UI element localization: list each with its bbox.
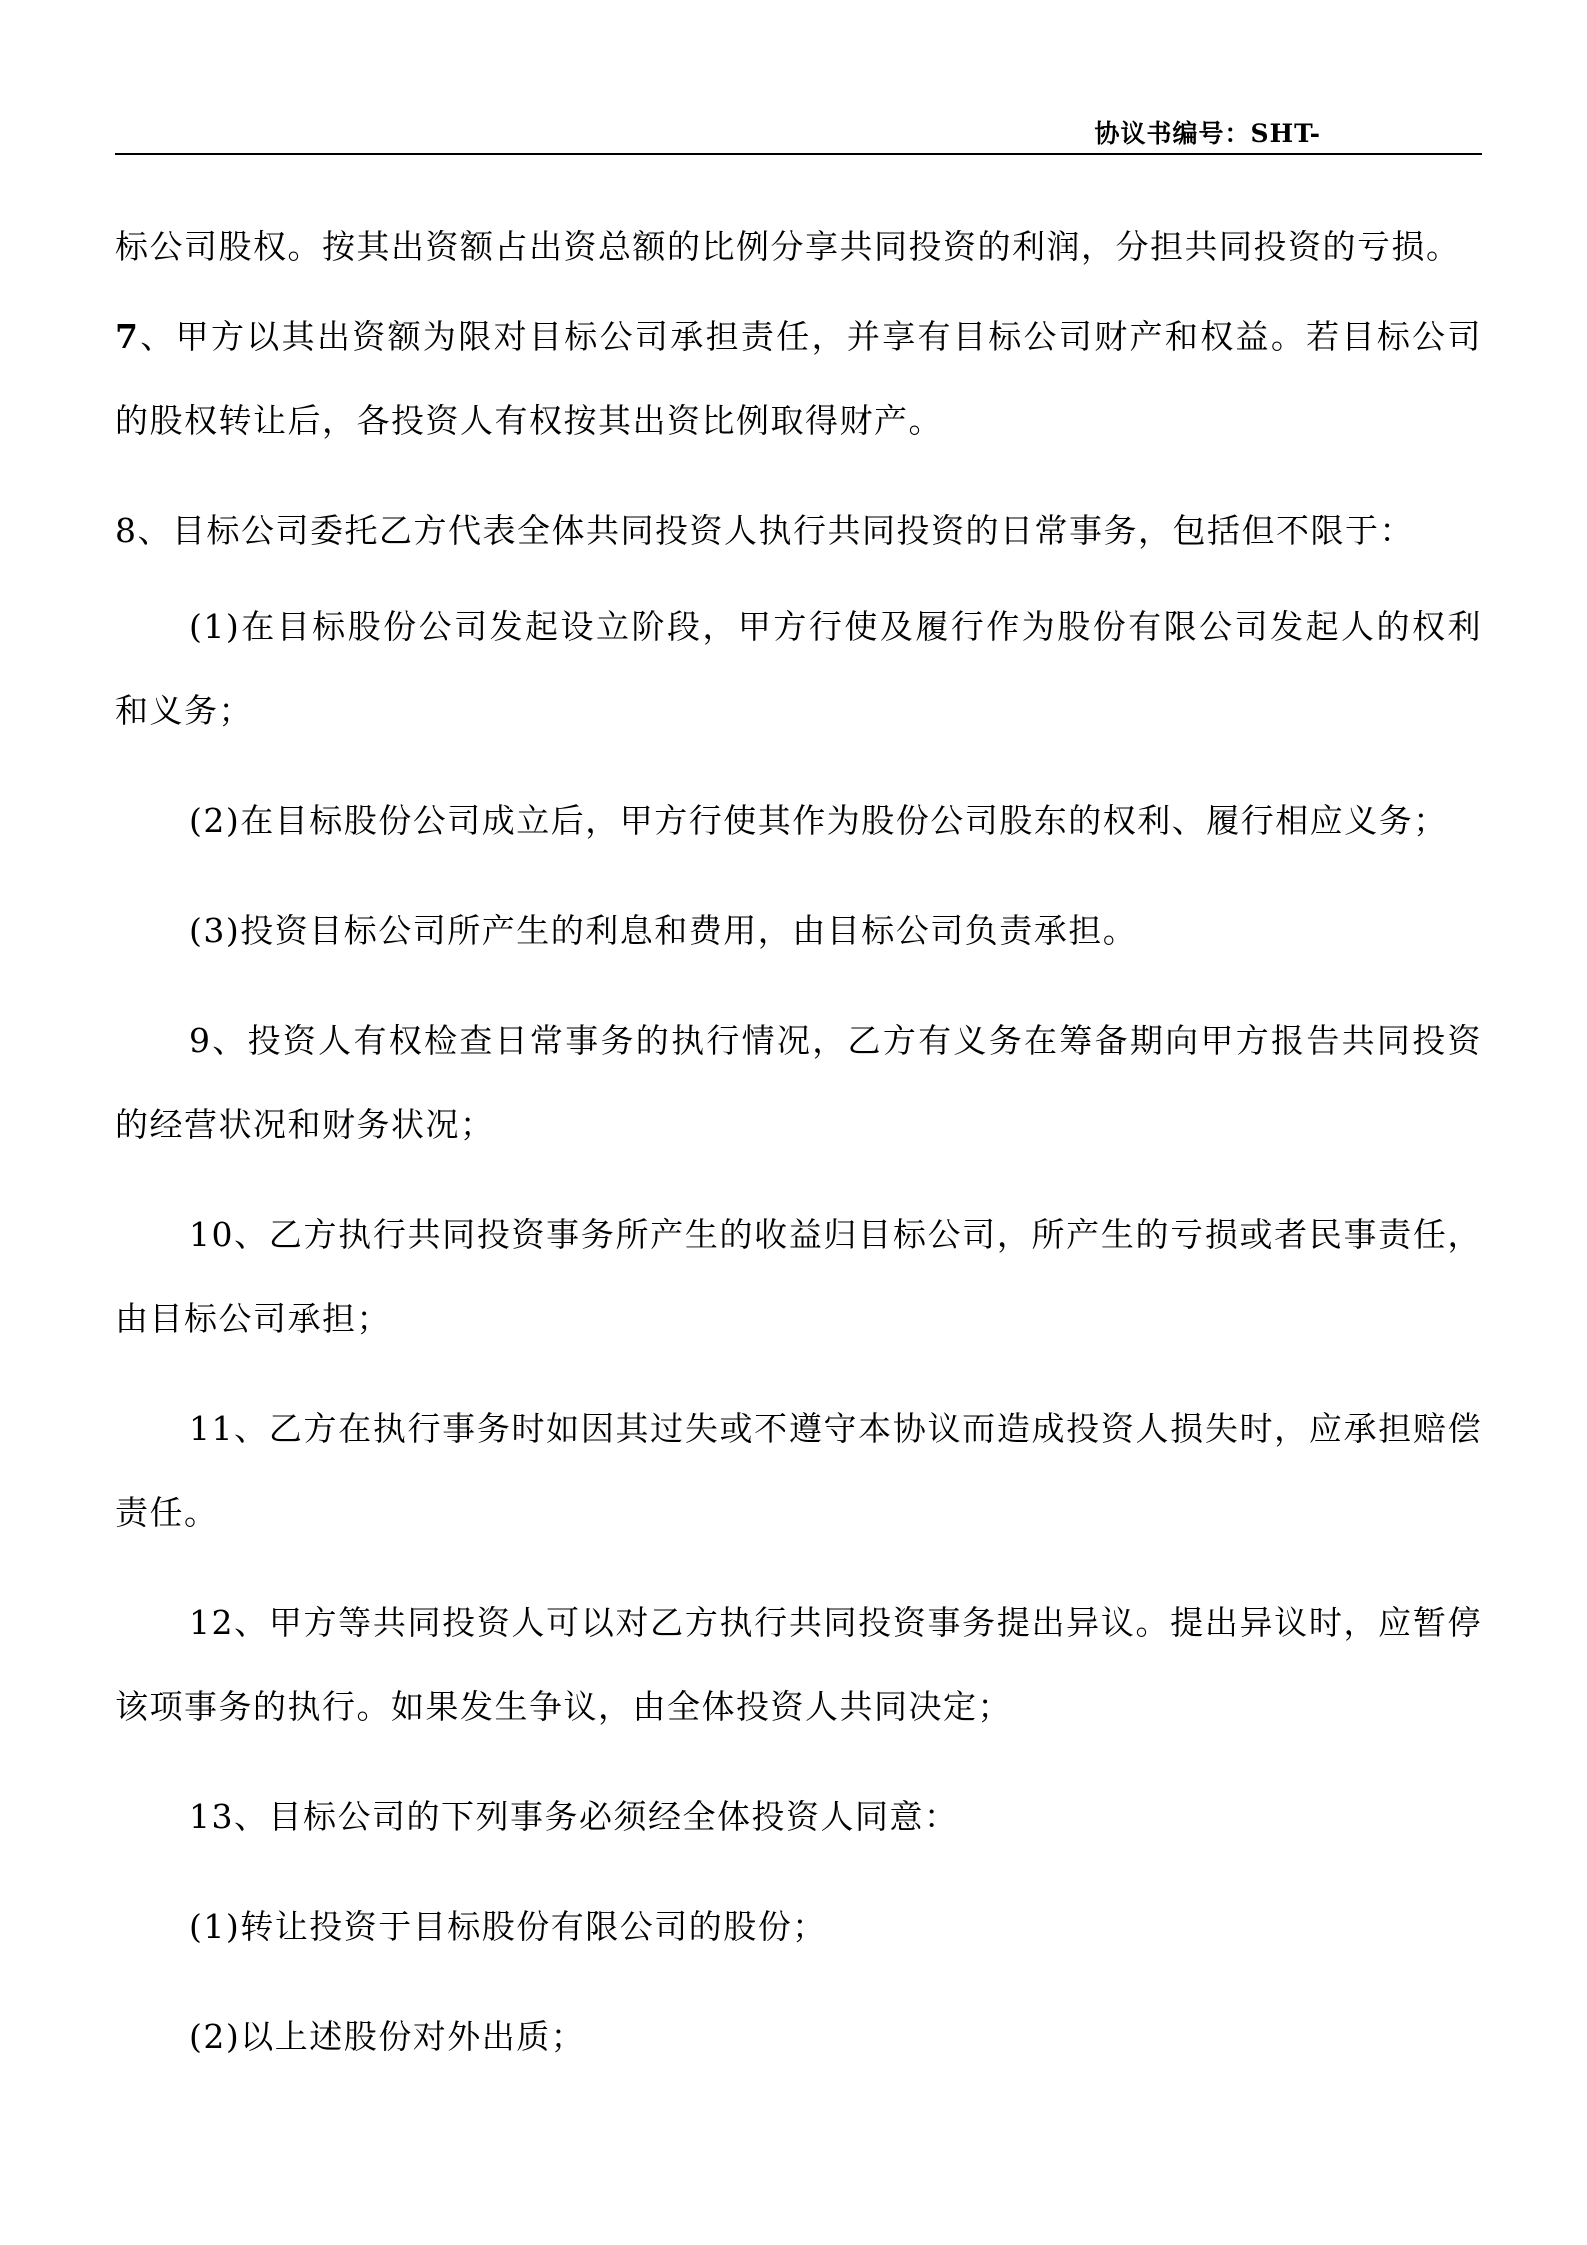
paragraph-13: 13、目标公司的下列事务必须经全体投资人同意： (189, 1797, 959, 1836)
paragraph-9: 9、投资人有权检查日常事务的执行情况，乙方有义务在筹备期向甲方报告共同投资的经营状况和财务状况； (115, 1021, 1482, 1144)
paragraph-13-item-2: (2)以上述股份对外出质； (189, 2017, 586, 2056)
document-body (115, 205, 1482, 2079)
paragraph-13-item-1: (1)转让投资于目标股份有限公司的股份； (189, 1907, 827, 1946)
paragraph-7-text: 、甲方以其出资额为限对目标公司承担责任，并享有目标公司财产和权益。若目标公司的股权转让后，各投资人有权按其出资比例取得财产。 (115, 317, 1482, 440)
paragraph-11: 11、乙方在执行事务时如因其过失或不遵守本协议而造成投资人损失时，应承担赔偿责任。 (115, 1409, 1482, 1532)
paragraph-10: 10、乙方执行共同投资事务所产生的收益归目标公司，所产生的亏损或者民事责任，由目标公司承担； (115, 1215, 1482, 1338)
header-divider (115, 153, 1482, 155)
paragraph-6-continuation: 标公司股权。按其出资额占出资总额的比例分享共同投资的利润，分担共同投资的亏损。 (115, 227, 1461, 266)
paragraph-8-item-2: (2)在目标股份公司成立后，甲方行使其作为股份公司股东的权利、履行相应义务； (189, 801, 1448, 840)
paragraph-8-item-1: (1)在目标股份公司发起设立阶段，甲方行使及履行作为股份有限公司发起人的权利和义务； (115, 607, 1482, 730)
agreement-number-label: 协议书编号：SHT- (1094, 119, 1321, 148)
paragraph-7 (115, 295, 1482, 463)
paragraph-8-item-3: (3)投资目标公司所产生的利息和费用，由目标公司负责承担。 (189, 911, 1138, 950)
paragraph-12: 12、甲方等共同投资人可以对乙方执行共同投资事务提出异议。提出异议时，应暂停该项事务的执行。如果发生争议，由全体投资人共同决定； (115, 1603, 1482, 1726)
paragraph-7-number: 7 (115, 317, 140, 356)
paragraph-8: 8、目标公司委托乙方代表全体共同投资人执行共同投资的日常事务，包括但不限于： (115, 511, 1414, 550)
